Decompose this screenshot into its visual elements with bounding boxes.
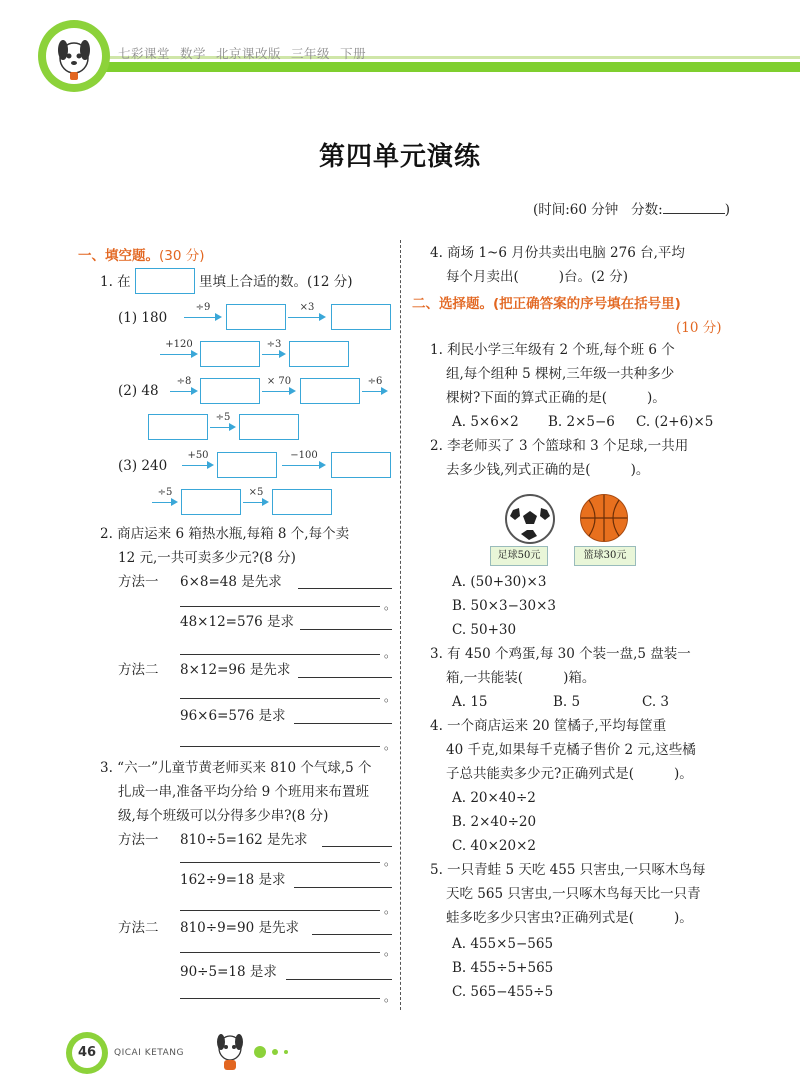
c5-line-2: 天吃 565 只害虫,一只啄木鸟每天比一只青 — [446, 886, 701, 902]
q1-example-box — [135, 268, 195, 294]
c4-option-b[interactable]: B. 2×40÷20 — [452, 814, 537, 830]
period: 。 — [384, 646, 397, 660]
q1-r1-box2[interactable] — [331, 304, 391, 330]
q1-r3-arrow1 — [182, 450, 214, 471]
footer-dot-icon — [284, 1050, 288, 1054]
c5-option-b[interactable]: B. 455÷5+565 — [452, 960, 554, 976]
period: 。 — [384, 854, 397, 868]
q2-method1-step2: 48×12=576 是求 — [180, 614, 295, 630]
c2-option-b[interactable]: B. 50×3−30×3 — [452, 598, 556, 614]
q4-line-2b: )台。(2 分) — [558, 269, 628, 285]
q2-m2-blank1b[interactable] — [180, 698, 380, 699]
c3-line-2 — [446, 668, 595, 688]
q1-r1-arrow2 — [288, 302, 326, 323]
arrow-head-icon — [215, 313, 222, 321]
c3-line-2a: 箱,一共能装( — [446, 670, 524, 686]
q2-m1-blank1a[interactable] — [298, 588, 392, 589]
c1-option-b[interactable]: B. 2×5−6 — [548, 414, 615, 430]
q3-m1-blank2a[interactable] — [294, 887, 392, 888]
arrow-head-icon — [289, 387, 296, 395]
c2-line-1: 2. 李老师买了 3 个篮球和 3 个足球,一共用 — [430, 438, 689, 454]
c1-line-1: 1. 利民小学三年级有 2 个班,每个班 6 个 — [430, 342, 675, 358]
header-edition: 北京课改版 — [216, 46, 282, 61]
q2-m1-blank1b[interactable] — [180, 606, 380, 607]
arrow-head-icon — [171, 498, 178, 506]
c5-line-3 — [446, 908, 693, 928]
q2-method2-step1: 8×12=96 是先求 — [180, 662, 291, 678]
arrow-head-icon — [191, 350, 198, 358]
header-stripe — [60, 62, 800, 72]
q2-method1-step1: 6×8=48 是先求 — [180, 574, 282, 590]
q2-method1-label: 方法一 — [118, 574, 159, 590]
period: 。 — [384, 738, 397, 752]
arrow-line — [262, 354, 280, 355]
q1-r1-op4: ÷3 — [266, 339, 282, 350]
q1-r3-op4: ×5 — [248, 487, 264, 498]
arrow-line — [152, 502, 172, 503]
q1-r1-label: (1) 180 — [118, 310, 168, 326]
c4-option-a[interactable]: A. 20×40÷2 — [452, 790, 536, 806]
column-divider — [400, 240, 401, 1010]
c4-line-3 — [446, 764, 693, 784]
q3-method1-step2: 162÷9=18 是求 — [180, 872, 286, 888]
period: 。 — [384, 902, 397, 916]
c1-line-2: 组,每个组种 5 棵树,三年级一共种多少 — [446, 366, 675, 382]
q2-method2-label: 方法二 — [118, 662, 159, 678]
c3-line-1: 3. 有 450 个鸡蛋,每 30 个装一盘,5 盘装一 — [430, 646, 691, 662]
q1-r2-box4[interactable] — [239, 414, 299, 440]
q1-r3-box4[interactable] — [272, 489, 332, 515]
c4-option-c[interactable]: C. 40×20×2 — [452, 838, 536, 854]
q1-r2-arrow1 — [170, 376, 198, 397]
q2-line-1: 2. 商店运来 6 箱热水瓶,每箱 8 个,每个卖 — [100, 526, 350, 542]
arrow-head-icon — [319, 461, 326, 469]
section-1-heading — [78, 244, 205, 264]
q1-r2-arrow2 — [262, 376, 296, 397]
c1-line-3b: )。 — [647, 390, 666, 406]
q1-r2-op4: ÷5 — [215, 412, 231, 423]
q4-line-1: 4. 商场 1~6 月份共卖出电脑 276 台,平均 — [430, 245, 685, 261]
c1-option-a[interactable]: A. 5×6×2 — [452, 414, 519, 430]
footer-brand: QICAI KETANG — [114, 1048, 184, 1058]
q1-r2-box2[interactable] — [300, 378, 360, 404]
c5-option-a[interactable]: A. 455×5−565 — [452, 936, 554, 952]
soccer-ball-icon — [505, 494, 555, 544]
q1-r1-box1[interactable] — [226, 304, 286, 330]
c2-option-a[interactable]: A. (50+30)×3 — [452, 574, 547, 590]
q2-m2-blank2a[interactable] — [294, 723, 392, 724]
c5-line-1: 5. 一只青蛙 5 天吃 455 只害虫,一只啄木鸟每 — [430, 862, 706, 878]
q4-line-2 — [446, 267, 628, 287]
period: 。 — [384, 990, 397, 1004]
period: 。 — [384, 944, 397, 958]
c4-line-2: 40 千克,如果每千克橘子售价 2 元,这些橘 — [446, 742, 696, 758]
basketball-price-tag: 篮球30元 — [574, 546, 636, 566]
c4-line-1: 4. 一个商店运来 20 筐橘子,平均每筐重 — [430, 718, 667, 734]
q1-r3-op3: ÷5 — [157, 487, 173, 498]
soccer-price-tag: 足球50元 — [490, 546, 548, 566]
arrow-line — [184, 317, 216, 318]
q1-r1-op1: ÷9 — [195, 302, 211, 313]
c4-line-3b: )。 — [674, 766, 693, 782]
arrow-line — [262, 391, 290, 392]
c5-option-c[interactable]: C. 565−455÷5 — [452, 984, 554, 1000]
header-volume: 下册 — [340, 46, 367, 61]
section-2-heading: 二、选择题。(把正确答案的序号填在括号里) — [412, 296, 681, 312]
q3-m1-blank1a[interactable] — [322, 846, 392, 847]
arrow-line — [288, 317, 320, 318]
q1-r2-box3[interactable] — [148, 414, 208, 440]
section-1-points: (30 分) — [159, 248, 205, 264]
header-series: 七彩课堂 — [118, 46, 171, 61]
score-blank[interactable] — [663, 199, 725, 214]
period: 。 — [384, 598, 397, 612]
q1-r1-arrow4 — [262, 339, 286, 360]
q1-r2-arrow3 — [362, 376, 388, 397]
q3-m2-blank1a[interactable] — [312, 934, 392, 935]
q1-r1-box4[interactable] — [289, 341, 349, 367]
header-grade: 三年级 — [291, 46, 331, 61]
c2-line-2a: 去多少钱,列式正确的是( — [446, 462, 591, 478]
q1-r3-label: (3) 240 — [118, 458, 168, 474]
mascot-dog-icon — [46, 28, 102, 84]
arrow-line — [362, 391, 382, 392]
c2-line-2b: )。 — [630, 462, 650, 478]
arrow-head-icon — [319, 313, 326, 321]
q3-method1-label: 方法一 — [118, 832, 159, 848]
arrow-line — [170, 391, 192, 392]
q1-r2-op2: × 70 — [266, 376, 292, 387]
c3-line-2b: )箱。 — [563, 670, 596, 686]
footer-mascot-icon — [210, 1030, 250, 1074]
q3-method1-step1: 810÷5=162 是先求 — [180, 832, 308, 848]
meta-close: ) — [724, 202, 730, 218]
q3-m1-blank1b[interactable] — [180, 862, 380, 863]
q3-m1-blank2b[interactable] — [180, 910, 380, 911]
c2-option-c[interactable]: C. 50+30 — [452, 622, 517, 638]
c4-line-3a: 子总共能卖多少元?正确列式是( — [446, 766, 635, 782]
c3-option-a[interactable]: A. 15 — [452, 694, 488, 710]
arrow-head-icon — [191, 387, 198, 395]
q3-line-3: 级,每个班级可以分得多少串?(8 分) — [118, 808, 329, 824]
q1-r3-box2[interactable] — [331, 452, 391, 478]
q2-line-2: 12 元,一共可卖多少元?(8 分) — [118, 550, 296, 566]
arrow-head-icon — [229, 423, 236, 431]
q1-r3-arrow2 — [282, 450, 326, 471]
arrow-line — [182, 465, 208, 466]
q1-r1-op2: ×3 — [299, 302, 315, 313]
c1-line-3a: 棵树?下面的算式正确的是( — [446, 390, 608, 406]
basketball-icon — [580, 494, 628, 542]
time-score-line — [533, 198, 730, 218]
c3-option-c[interactable]: C. 3 — [642, 694, 670, 710]
arrow-line — [210, 427, 230, 428]
q1-r3-box1[interactable] — [217, 452, 277, 478]
section-1-title: 一、填空题。 — [78, 248, 159, 264]
arrow-line — [282, 465, 320, 466]
q1-r3-box3[interactable] — [181, 489, 241, 515]
arrow-line — [243, 502, 263, 503]
arrow-head-icon — [381, 387, 388, 395]
q1-r3-arrow3 — [152, 487, 178, 508]
q3-line-1: 3. “六一”儿童节黄老师买来 810 个气球,5 个 — [100, 760, 372, 776]
c1-line-3 — [446, 388, 666, 408]
q3-method2-step2: 90÷5=18 是求 — [180, 964, 277, 980]
period: 。 — [384, 690, 397, 704]
header-subject: 数学 — [180, 46, 207, 61]
arrow-head-icon — [262, 498, 269, 506]
q1-r2-op1: ÷8 — [176, 376, 192, 387]
q2-m2-blank2b[interactable] — [180, 746, 380, 747]
c3-option-b[interactable]: B. 5 — [553, 694, 581, 710]
footer-dot-icon — [272, 1049, 278, 1055]
q2-m2-blank1a[interactable] — [298, 677, 392, 678]
q3-m2-blank2a[interactable] — [286, 979, 392, 980]
score-label: 分数: — [631, 202, 663, 218]
q3-method2-label: 方法二 — [118, 920, 159, 936]
q1-r3-arrow4 — [243, 487, 269, 508]
page-number: 46 — [72, 1038, 102, 1068]
q3-m2-blank2b[interactable] — [180, 998, 380, 999]
time-label: (时间:60 分钟 — [532, 202, 619, 218]
q1-r1-box3[interactable] — [200, 341, 260, 367]
q1-r3-op2: −100 — [290, 450, 318, 461]
c5-line-3b: )。 — [674, 910, 693, 926]
q3-line-2: 扎成一串,准备平均分给 9 个班用来布置班 — [118, 784, 369, 800]
page-number-badge — [66, 1032, 108, 1074]
arrow-line — [160, 354, 192, 355]
q1-r2-arrow4 — [210, 412, 236, 433]
q1-r1-op3: +120 — [165, 339, 193, 350]
q1-stem-b: 里填上合适的数。(12 分) — [199, 274, 353, 290]
q3-method2-step1: 810÷9=90 是先求 — [180, 920, 299, 936]
q1-r1-arrow3 — [160, 339, 198, 360]
page-title: 第四单元演练 — [318, 142, 481, 172]
c5-line-3a: 蛙多吃多少只害虫?正确列式是( — [446, 910, 635, 926]
section-2-points: (10 分) — [676, 320, 722, 336]
q1-r2-op3: ÷6 — [367, 376, 383, 387]
footer-dot-icon — [254, 1046, 266, 1058]
c1-option-c[interactable]: C. (2+6)×5 — [636, 414, 714, 430]
q1-r1-arrow1 — [184, 302, 222, 323]
c2-line-2 — [446, 460, 649, 480]
q2-m1-blank2a[interactable] — [300, 629, 392, 630]
arrow-head-icon — [279, 350, 286, 358]
q2-method2-step2: 96×6=576 是求 — [180, 708, 286, 724]
q1-stem-a: 1. 在 — [100, 274, 131, 290]
q1-r2-box1[interactable] — [200, 378, 260, 404]
q3-m2-blank1b[interactable] — [180, 952, 380, 953]
arrow-head-icon — [207, 461, 214, 469]
q4-line-2a: 每个月卖出( — [446, 269, 519, 285]
q1-r2-label: (2) 48 — [118, 383, 159, 399]
q2-m1-blank2b[interactable] — [180, 654, 380, 655]
q1-r3-op1: +50 — [187, 450, 209, 461]
header-series-text — [118, 44, 376, 62]
